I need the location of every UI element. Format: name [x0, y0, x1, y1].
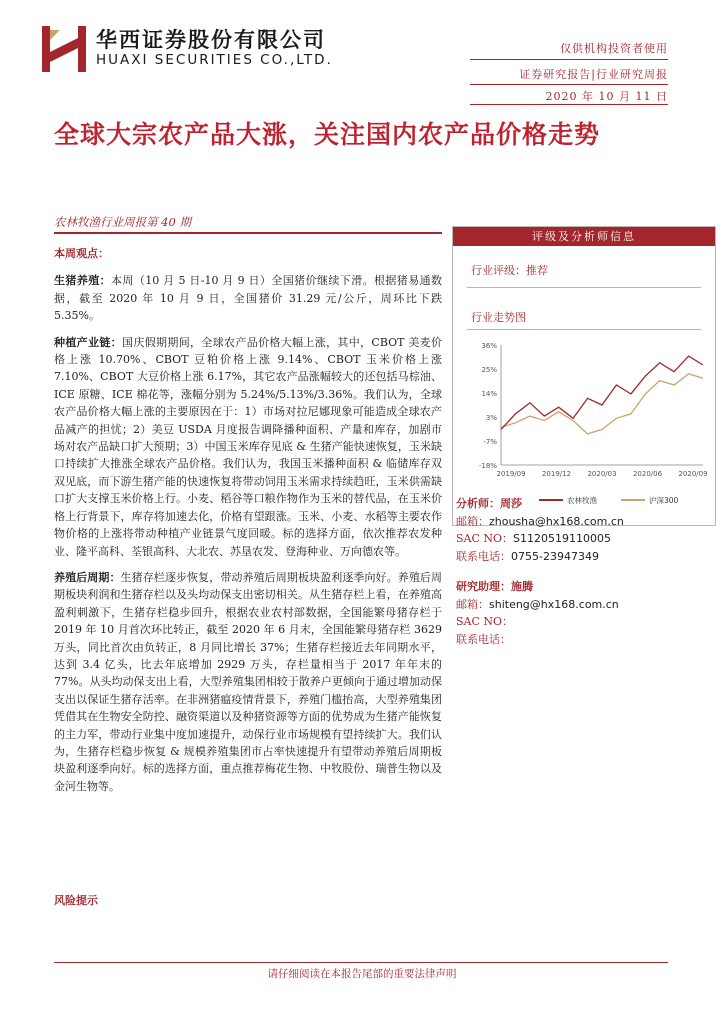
audience-label: 仅供机构投资者使用: [560, 42, 668, 55]
analyst-sac-label: SAC NO：: [456, 532, 514, 545]
x-tick-label: 2020/03: [587, 470, 617, 478]
x-tick-label: 2019/12: [541, 470, 572, 478]
report-body: [54, 245, 442, 804]
paragraph-text: 生猪存栏逐步恢复，带动养殖后周期板块盈利逐季向好。养殖后周期板块利润和生猪存栏以及头均动保支出密切相关。从生猪存栏上看，在养殖高盈利刺激下，生猪存栏稳步回升，根据农业农村部数据，全国能繁母猪存栏于 2019 年 10 月首次环比转正，截至 2020 年 6 月末，全国能繁母猪存栏 3629 万头，同比首次由负转正，8 月同比增长 37%；生猪存栏接近去年同期水平，达到 3.4 亿头，比去年底增加 2929 万头，存栏量相当于 2017 年年末的 77%。从头均动保支出上看，大型养殖集团相较于散养户更倾向于通过增加动保支出以保证生猪存活率。在非洲猪瘟疫情背景下，养殖门槛抬高，大型养殖集团凭借其在生物安全防控、融资渠道以及种猪资源等方面的优势成为生猪产能恢复的主力军，带动行业集中度加速提升，动保行业市场规模有望持续扩大。我们认为，生猪存栏稳步恢复 & 规模养殖集团市占率快速提升有望带动养殖后周期板块盈利逐季向好。标的选择方面，重点推荐梅花生物、中牧股份、瑞普生物以及金河生物等。: [54, 570, 442, 793]
analyst-phone: 0755-23947349: [511, 549, 599, 563]
legal-notice: 请仔细阅读在本报告尾部的重要法律声明: [267, 968, 457, 980]
industry-rating: 行业评级：推荐: [471, 264, 548, 277]
assistant-name: 施腾: [511, 580, 533, 593]
analyst-sac: S1120519110005: [513, 532, 612, 545]
analyst-heading: [456, 495, 716, 513]
assistant-label: 研究助理：: [456, 580, 511, 593]
paragraph-lead: 生猪养殖：: [54, 274, 112, 288]
huaxi-logo-icon: [42, 26, 86, 72]
brand-name-en: HUAXI SECURITIES CO.,LTD.: [96, 52, 333, 68]
report-date: 2020 年 10 月 11 日: [545, 90, 668, 103]
rating-sidebar: [452, 226, 716, 526]
analyst-phone-label: 联系电话：: [456, 549, 511, 563]
y-tick-label: -7%: [483, 438, 497, 446]
header-divider: [470, 59, 668, 60]
analyst-email-label: 邮箱：: [456, 514, 489, 528]
assistant-sac-row: [456, 613, 716, 631]
report-type-label: 证券研究报告|行业研究周报: [519, 68, 668, 81]
y-tick-label: 14%: [481, 390, 497, 398]
section-title: 本周观点：: [54, 247, 109, 260]
paragraph: [54, 272, 442, 324]
paragraph: [54, 334, 442, 560]
brand-name-cn: 华西证券股份有限公司: [96, 28, 326, 52]
x-tick-label: 2019/09: [496, 470, 526, 478]
analyst-block: [456, 495, 716, 565]
assistant-block: [456, 578, 716, 648]
assistant-phone-row: [456, 631, 716, 649]
legend-label: 沪深300: [649, 496, 679, 505]
assistant-phone-label: 联系电话：: [456, 632, 511, 646]
analyst-name: 周莎: [500, 497, 522, 510]
sidebar-divider: [467, 329, 701, 330]
analyst-email[interactable]: zhousha@hx168.com.cn: [489, 514, 624, 528]
paragraph-lead: 养殖后周期：: [54, 570, 121, 584]
series-label: 农林牧渔行业周报第 40 期: [54, 215, 191, 229]
header-divider: [470, 104, 668, 105]
series-line: [501, 356, 703, 429]
paragraph-text: 国庆假期期间，全球农产品价格大幅上涨，其中，CBOT 美麦价格上涨 10.70%、CBOT 豆粕价格上涨 9.14%、CBOT 玉米价格上涨 7.10%、CBOT 大豆价格上涨 6.17%，其它农产品涨幅较大的还包括马棕油、ICE 原糖、ICE 棉花等，涨幅分别为 5.24%/5.13%/3.36%。我们认为，全球农产品价格大幅上涨的主要原因在于：1）市场对拉尼娜现象可能造成全球农产品减产的担忧；2）美豆 USDA 月度报告调降播种面积、产量和库存，加剧市场对农产品缺口扩大预期；3）中国玉米库存见底 & 生猪产能快速恢复，玉米缺口持续扩大推涨全球农产品价格。我们认为，我国玉米播种面积 & 临储库存双双见底，而下游生猪产能的快速恢复将带动饲用玉米需求持续趋旺，玉米供需缺口扩大支撑玉米价格上行。小麦、稻谷等口粮作物作为玉米的替代品，在玉米价格上行背景下，库存将加速去化，价格有望跟涨。玉米、小麦、水稻等主要农作物价格的上涨将带动种植产业链景气度回暖。标的选择方面，依次推荐农发种业、隆平高科、荃银高科、大北农、苏垦农发、登海种业、万向德农等。: [54, 335, 443, 558]
y-tick-label: 25%: [481, 366, 497, 374]
analyst-phone-row: [456, 548, 716, 566]
x-tick-label: 2020/06: [632, 470, 663, 478]
assistant-sac-label: SAC NO：: [456, 615, 514, 628]
assistant-email[interactable]: shiteng@hx168.com.cn: [489, 597, 619, 611]
y-tick-label: -18%: [478, 462, 497, 470]
assistant-heading: [456, 578, 716, 596]
paragraph-text: 本周（10 月 5 日-10 月 9 日）全国猪价继续下滑。根据猪易通数据，截至 2020 年 10 月 9 日，全国猪价 31.29 元/公斤，周环比下跌 5.35%。: [54, 274, 443, 323]
footer-divider: [54, 962, 668, 963]
sidebar-header: 评级及分析师信息: [453, 227, 715, 246]
report-title: 全球大宗农产品大涨，关注国内农产品价格走势: [54, 120, 601, 149]
y-tick-label: 3%: [485, 414, 497, 422]
paragraph-lead: 种植产业链：: [54, 335, 123, 349]
analyst-email-row: [456, 513, 716, 531]
series-underline: [54, 232, 442, 234]
analyst-label: 分析师：: [456, 497, 500, 510]
paragraph: [54, 569, 442, 795]
header-divider: [470, 84, 668, 85]
assistant-email-label: 邮箱：: [456, 597, 489, 611]
legend-label: 农林牧渔: [567, 496, 597, 505]
x-tick-label: 2020/09: [678, 470, 708, 478]
sidebar-divider: [467, 287, 701, 288]
risk-title: 风险提示: [54, 894, 98, 907]
trend-chart-title: 行业走势图: [471, 311, 526, 324]
y-tick-label: 36%: [481, 342, 497, 350]
assistant-email-row: [456, 596, 716, 614]
analyst-sac-row: [456, 530, 716, 548]
